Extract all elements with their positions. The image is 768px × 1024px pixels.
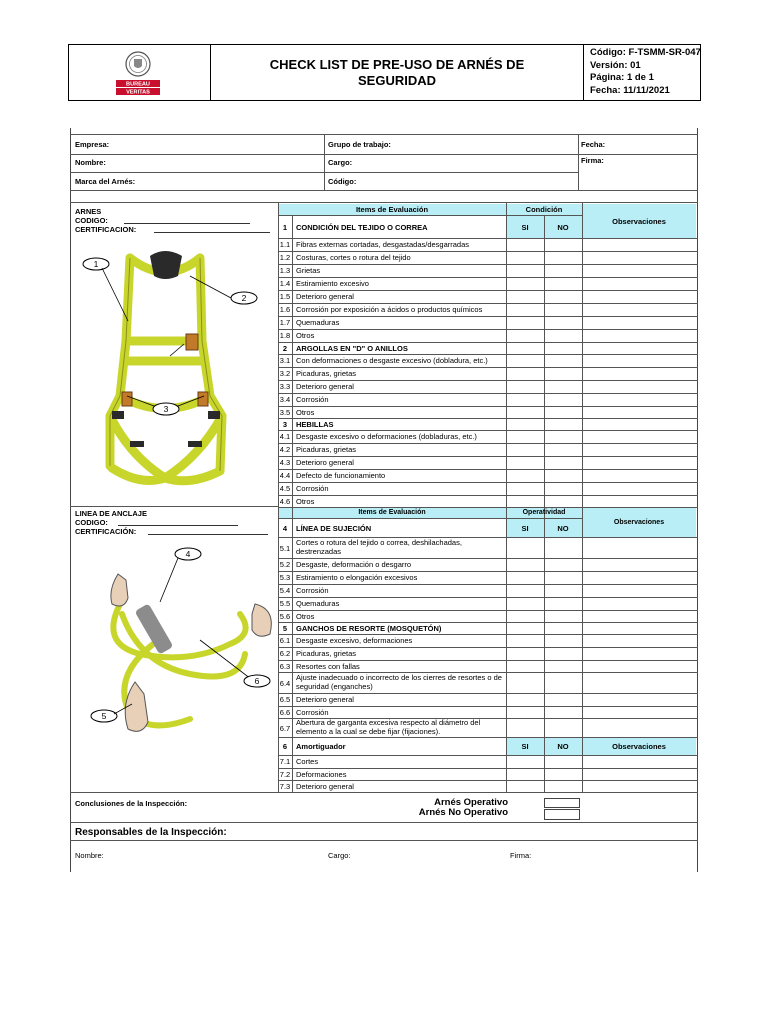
item-number: 1.8 [279,331,291,340]
item-number: 6.6 [279,708,291,717]
si-header-2: SI [521,524,529,533]
item-number: 1.5 [279,292,291,301]
item-number: 5.4 [279,586,291,595]
bureau-veritas-logo [113,50,163,96]
rule [70,202,698,203]
harness-image [70,246,274,496]
svg-text:1: 1 [93,259,99,269]
item-text: Desgaste excesivo o deformaciones (dobladuras, etc.) [296,432,477,441]
item-text: Ajuste inadecuado o incorrecto de los cierres de resortes o de seguridad (enganches) [296,673,502,691]
item-number: 6.7 [279,724,291,733]
item-number: 1.2 [279,253,291,262]
rule [70,840,698,841]
item-number: 6.1 [279,636,291,645]
item-text: Resortes con fallas [296,662,360,671]
section-title: GANCHOS DE RESORTE (MOSQUETÓN) [296,624,442,633]
rule [278,264,698,265]
item-number: 4.6 [279,497,291,506]
observaciones-header: Observaciones [612,217,666,226]
item-text: Corrosión [296,395,329,404]
item-text: Estiramiento o elongación excesivos [296,573,418,582]
firma-label: Firma: [581,156,604,165]
item-number: 1.7 [279,318,291,327]
observaciones-header-3: Observaciones [612,742,666,751]
arnes-codigo-label: CODIGO: [75,216,108,225]
rule [278,610,698,611]
rule [70,134,698,135]
rule [278,380,698,381]
item-number: 3.5 [279,408,291,417]
arnes-cert-label: CERTIFICACION: [75,225,137,234]
rule [278,393,698,394]
svg-text:5: 5 [101,711,107,721]
item-text: Deterioro general [296,292,354,301]
lanyard-image [80,544,276,740]
rule [278,251,698,252]
item-text: Desgaste excesivo, deformaciones [296,636,413,645]
item-number: 7.3 [279,782,291,791]
items-eval-header-2: Items de Evaluación [358,509,426,516]
no-operativo-checkbox[interactable] [544,809,580,820]
section-title: Amortiguador [296,742,346,751]
rule [278,647,698,648]
rule [278,634,698,635]
rule [278,518,582,519]
item-text: Deterioro general [296,782,354,791]
section-title: HEBILLAS [296,420,334,429]
svg-text:4: 4 [185,549,191,559]
item-text: Con deformaciones o desgaste excesivo (dobladura, etc.) [296,356,488,365]
item-number: 5.3 [279,573,291,582]
rule [278,737,698,738]
codigo-label: Código: [328,177,357,186]
item-text: Deterioro general [296,382,354,391]
item-text: Picaduras, grietas [296,445,357,454]
item-text: Otros [296,331,315,340]
rule [278,329,698,330]
svg-text:BUREAU: BUREAU [126,81,150,88]
rule [278,316,698,317]
item-text: Picaduras, grietas [296,649,357,658]
item-number: 1.1 [279,240,291,249]
item-text: Deformaciones [296,770,347,779]
rule [278,558,698,559]
item-number: 5.6 [279,612,291,621]
rule [278,354,698,355]
cargo-label: Cargo: [328,158,353,167]
item-number: 7.2 [279,770,291,779]
rule [278,693,698,694]
item-text: Cortes o rotura del tejido o correa, deshilachadas, destrenzadas [296,538,462,556]
resp-cargo-label: Cargo: [328,851,351,860]
rule [278,571,698,572]
document-title: CHECK LIST DE PRE-USO DE ARNÉS DE SEGURIDAD [211,45,584,100]
item-number: 6.5 [279,695,291,704]
empresa-label: Empresa: [75,140,110,149]
rule [278,706,698,707]
svg-text:2: 2 [241,293,247,303]
item-number: 1.4 [279,279,291,288]
underline [148,534,268,535]
no-header-2: NO [557,524,569,533]
rule [278,622,698,623]
item-text: Otros [296,408,315,417]
item-number: 4.1 [279,432,291,441]
document-version: Versión: 01 [590,59,641,71]
item-text: Picaduras, grietas [296,369,357,378]
arnes-title: ARNES [75,207,102,216]
rule [278,430,698,431]
item-number: 4.3 [279,458,291,467]
item-text: Defecto de funcionamiento [296,471,386,480]
item-text: Deterioro general [296,458,354,467]
rule [278,482,698,483]
section-number: 2 [282,344,288,353]
rule [578,134,579,190]
item-number: 4.5 [279,484,291,493]
responsables-label: Responsables de la Inspección: [75,827,227,838]
section-title: LÍNEA DE SUJECIÓN [296,524,372,533]
no-operativo-label: Arnés No Operativo [418,807,508,818]
item-number: 3.3 [279,382,291,391]
linea-cert-label: CERTIFICACIÓN: [75,527,137,536]
resp-firma-label: Firma: [510,851,532,860]
underline [154,232,270,233]
document-header [68,44,701,101]
logo-cell [69,45,211,100]
section-number: 6 [282,742,288,751]
condicion-header: Condición [525,205,563,214]
resp-nombre-label: Nombre: [75,851,104,860]
item-text: Corrosión [296,708,329,717]
item-text: Corrosión [296,484,329,493]
fecha-label: Fecha: [581,140,606,149]
rule [278,215,582,216]
rule [278,277,698,278]
item-text: Estiramiento excesivo [296,279,369,288]
item-text: Fibras externas cortadas, desgastadas/desgarradas [296,240,470,249]
rule [278,495,698,496]
item-number: 5.5 [279,599,291,608]
item-text: Corrosión [296,586,329,595]
rule [324,134,325,190]
rule [278,443,698,444]
item-number: 7.1 [279,757,291,766]
item-text: Quemaduras [296,318,340,327]
rule [278,597,698,598]
item-number: 1.3 [279,266,291,275]
underline [118,525,238,526]
document-code: Código: F-TSMM-SR-047 [590,47,701,58]
item-text: Corrosión por exposición a ácidos o productos químicos [296,305,483,314]
rule [278,418,698,419]
svg-text:3: 3 [163,404,169,414]
si-header-3: SI [521,742,529,751]
item-number: 5.1 [279,544,291,553]
marca-label: Marca del Arnés: [75,177,136,186]
rule [278,768,698,769]
item-text: Otros [296,612,315,621]
section-number: 1 [282,223,288,232]
document-page: Página: 1 de 1 [590,72,654,83]
section-number: 4 [282,524,288,533]
item-text: Otros [296,497,315,506]
item-number: 6.3 [279,662,291,671]
rule [278,290,698,291]
item-number: 6.4 [279,679,291,688]
document-date: Fecha: 11/11/2021 [590,84,670,96]
grupo-label: Grupo de trabajo: [328,140,391,149]
linea-title: LINEA DE ANCLAJE [75,509,147,518]
item-text: Quemaduras [296,599,340,608]
callout-6 [242,673,272,689]
operatividad-header: Operatividad [522,509,566,516]
rule [70,792,698,793]
section-number: 3 [282,420,288,429]
section-title: CONDICIÓN DEL TEJIDO O CORREA [296,223,428,232]
rule [278,584,698,585]
document-metadata [585,47,701,97]
no-header: NO [557,223,569,232]
operativo-checkbox[interactable] [544,798,580,808]
item-text: Grietas [296,266,321,275]
rule [70,154,698,155]
rule [278,367,698,368]
item-text: Cortes [296,757,319,766]
rule [70,506,278,507]
checklist-form [70,128,698,872]
item-text: Deterioro general [296,695,354,704]
rule [278,406,698,407]
item-text: Costuras, cortes o rotura del tejido [296,253,411,262]
underline [124,223,250,224]
rule [278,238,698,239]
si-header: SI [521,223,529,232]
nombre-label: Nombre: [75,158,106,167]
section-number: 5 [282,624,288,633]
item-number: 6.2 [279,649,291,658]
rule [278,469,698,470]
rule [278,660,698,661]
item-number: 3.1 [279,356,291,365]
item-number: 3.4 [279,395,291,404]
item-number: 4.4 [279,471,291,480]
item-text: Desgaste, deformación o desgarro [296,560,412,569]
svg-text:6: 6 [254,676,260,686]
rule [278,303,698,304]
observaciones-header-2: Observaciones [613,519,665,526]
svg-text:VERITAS: VERITAS [126,89,150,96]
operativo-label: Arnés Operativo [434,797,508,808]
items-eval-header: Items de Evaluación [355,205,429,214]
item-number: 1.6 [279,305,291,314]
rule [278,456,698,457]
linea-codigo-label: CODIGO: [75,518,108,527]
section-title: ARGOLLAS EN "D" O ANILLOS [296,344,408,353]
rule [70,190,698,191]
no-header-3: NO [557,742,569,751]
rule [70,822,698,823]
item-number: 5.2 [279,560,291,569]
item-text: Abertura de garganta excesiva respecto al diámetro del elemento a la cual se debe fijar (fijaciones). [296,718,481,736]
rule [278,342,698,343]
item-number: 4.2 [279,445,291,454]
rule [278,780,698,781]
item-number: 3.2 [279,369,291,378]
conclusiones-label: Conclusiones de la Inspección: [75,799,188,808]
rule [278,755,698,756]
